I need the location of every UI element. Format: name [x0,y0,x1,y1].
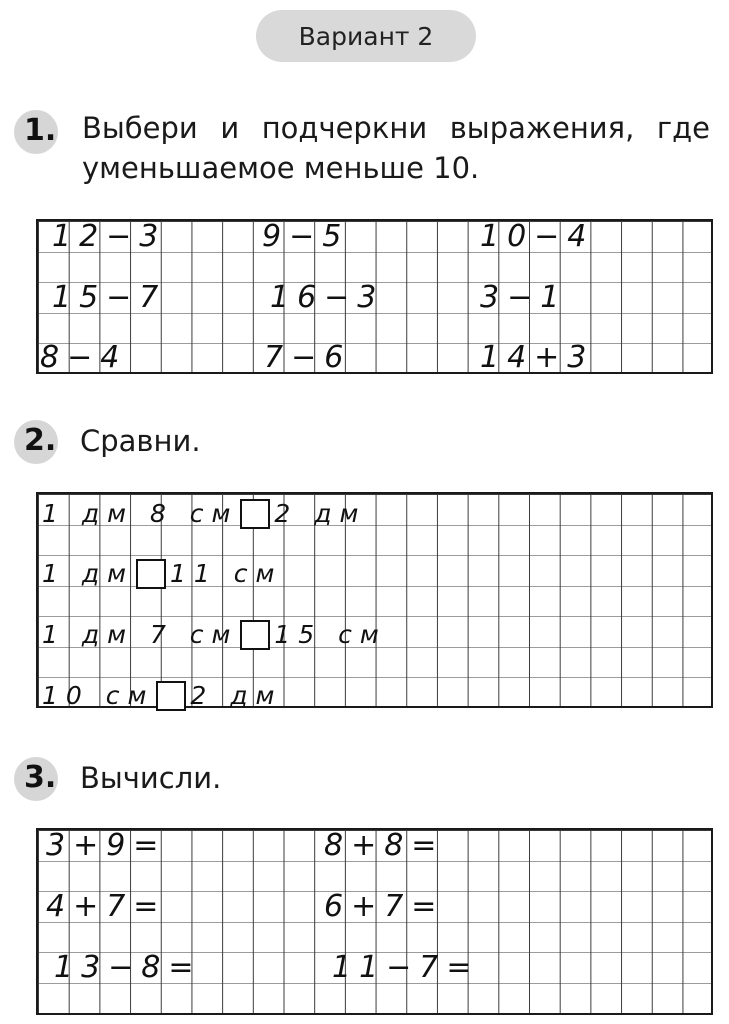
variant-label: Вариант 2 [256,10,476,62]
compare-left: 1 дм [42,559,134,588]
task3-expression: 4+7= [46,889,167,924]
task1-expression: 14+3 [480,340,595,375]
task1-word: где [656,111,710,145]
task1-number: 1. [24,113,57,148]
task1-expression: 12−3 [52,219,167,254]
task1-word: и [220,111,240,145]
task1-word: Выбери [82,111,198,145]
compare-left: 1 дм 8 см [42,499,239,528]
compare-box[interactable] [136,559,166,589]
task1-expression: 15−7 [52,280,167,315]
task2-title: Сравни. [80,424,201,458]
task3-number: 3. [24,760,57,795]
task3-expression: 13−8= [54,950,202,985]
task3-expression: 6+7= [324,889,445,924]
compare-row [42,618,387,652]
compare-box[interactable] [240,620,270,650]
task3-title: Вычисли. [80,761,222,795]
compare-row [42,679,282,713]
task2-number: 2. [24,423,57,458]
task1-expression: 8−4 [40,340,128,375]
task1-expression: 10−4 [480,219,595,254]
compare-right: 11 см [170,559,283,588]
task3-expression: 3+9= [46,828,167,863]
compare-row [42,557,282,591]
task3-expression: 8+8= [324,828,445,863]
compare-box[interactable] [156,681,186,711]
task1-word: подчеркни [261,111,428,145]
task1-expression: 9−5 [262,219,350,254]
task1-expression: 3−1 [480,280,568,315]
compare-right: 15 см [274,620,387,649]
task1-expression: 16−3 [270,280,385,315]
compare-row [42,497,366,531]
task1-word: выражения, [449,111,635,145]
compare-box[interactable] [240,499,270,529]
task1-line2: уменьшаемое меньше 10. [82,151,480,185]
task1-expression: 7−6 [264,340,352,375]
compare-left: 1 дм 7 см [42,620,239,649]
compare-left: 10 см [42,681,155,710]
task1-text [82,108,710,188]
task3-expression: 11−7= [332,950,480,985]
compare-right: 2 дм [190,681,283,710]
compare-right: 2 дм [274,499,367,528]
